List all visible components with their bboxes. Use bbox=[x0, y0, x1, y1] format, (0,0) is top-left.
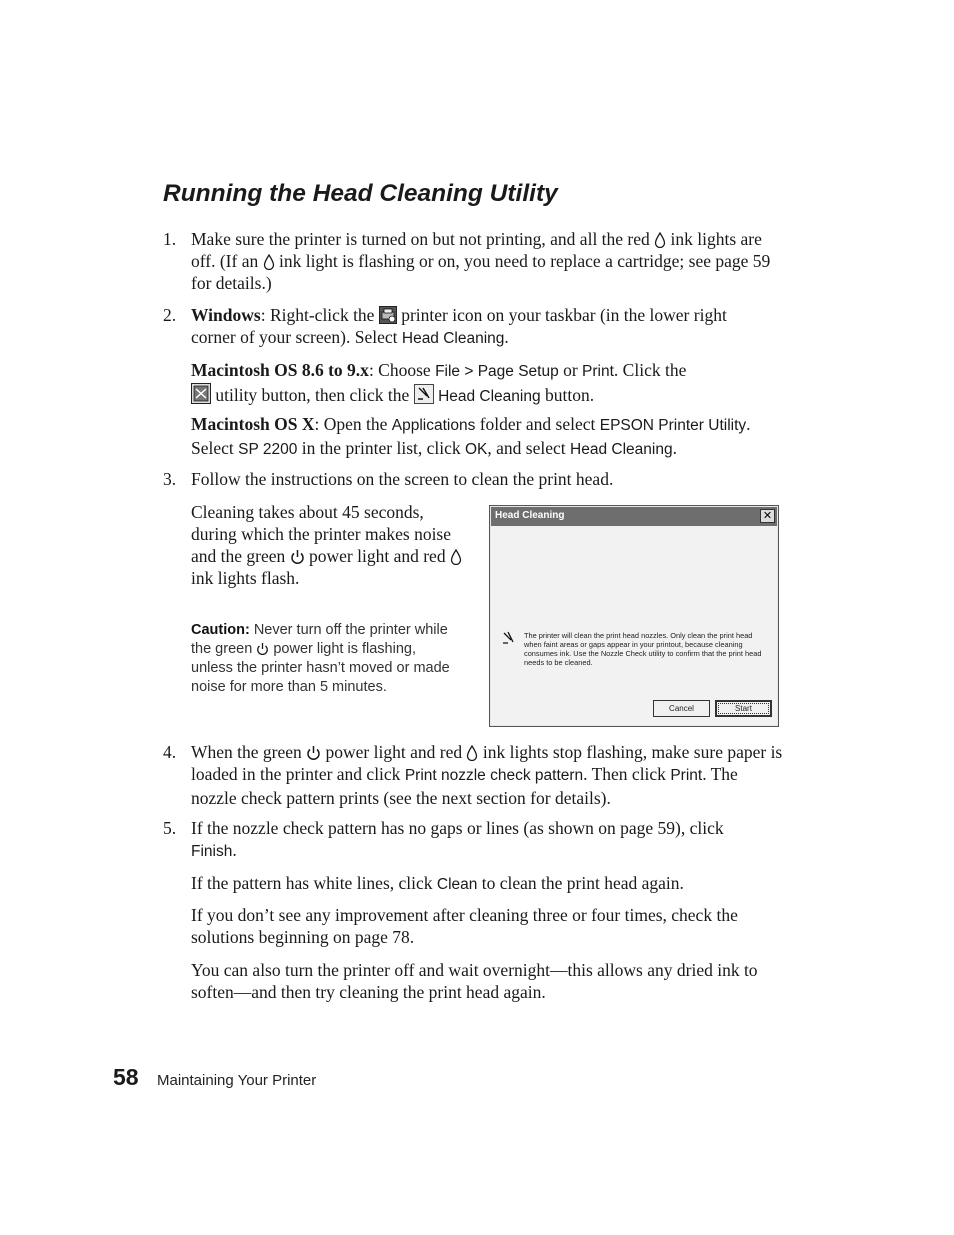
step-text: When the green bbox=[191, 742, 302, 762]
step-5-text bbox=[191, 817, 751, 863]
step-number: 2. bbox=[163, 305, 177, 325]
step-text: Cleaning takes about 45 seconds, during which the printer makes noise and the green bbox=[191, 502, 452, 566]
ink-drop-icon bbox=[263, 254, 275, 270]
step-text: ink lights are off. (If an bbox=[191, 229, 762, 271]
caution-text: power light is flashing, unless the printer hasn’t moved or made noise for more than 5 minutes. bbox=[191, 640, 450, 695]
ui-term: Head Cleaning bbox=[401, 330, 505, 347]
step-text: utility button, then click the bbox=[215, 385, 410, 405]
head-cleaning-dialog bbox=[489, 505, 779, 727]
step-text: . The nozzle check pattern prints (see the next section for details). bbox=[191, 764, 738, 808]
step-5-clean-note bbox=[191, 872, 791, 896]
step-text: in the printer list, click bbox=[301, 438, 461, 458]
step-5-improvement-note: If you don’t see any improvement after cleaning three or four times, check the solutions beginning on page 78. bbox=[191, 905, 738, 947]
head-cleaning-icon bbox=[501, 630, 517, 651]
printer-taskbar-icon bbox=[379, 306, 397, 324]
start-button[interactable]: Start bbox=[715, 700, 772, 717]
step-text: ink lights flash. bbox=[191, 568, 300, 588]
step-text: power light and red bbox=[325, 742, 463, 762]
caution-label: Caution: bbox=[191, 621, 250, 638]
step-text: Make sure the printer is turned on but not printing, and all the red bbox=[191, 229, 650, 249]
ink-drop-icon bbox=[450, 549, 462, 565]
section-title: Maintaining Your Printer bbox=[157, 1072, 317, 1089]
head-cleaning-icon bbox=[414, 384, 434, 404]
ui-term: Head Cleaning bbox=[570, 441, 673, 458]
step-text: folder and select bbox=[479, 414, 596, 434]
dialog-title: Head Cleaning bbox=[495, 510, 565, 521]
step-text: . Click the bbox=[613, 360, 687, 380]
step-text: If the nozzle check pattern has no gaps or lines (as shown on page 59), click bbox=[191, 818, 724, 838]
os-label: Macintosh OS X bbox=[191, 414, 315, 434]
step-text: : Right-click the bbox=[260, 305, 375, 325]
caution-note bbox=[191, 621, 461, 697]
close-icon[interactable]: ✕ bbox=[760, 509, 775, 523]
step-number: 5. bbox=[163, 818, 177, 838]
step-4-text bbox=[191, 741, 786, 809]
ui-term: Print bbox=[670, 767, 703, 784]
ui-term: SP 2200 bbox=[238, 441, 298, 458]
step-2-macx bbox=[191, 413, 781, 461]
step-number: 1. bbox=[163, 229, 177, 249]
step-3-cleaning-note bbox=[191, 501, 466, 589]
step-number: 3. bbox=[163, 469, 177, 489]
step-text: power light and red bbox=[309, 546, 446, 566]
power-icon bbox=[306, 745, 321, 761]
ui-term: Applications bbox=[391, 417, 476, 434]
ui-term: Print bbox=[582, 363, 614, 380]
step-2-mac9 bbox=[191, 359, 751, 408]
step-3-text: Follow the instructions on the screen to clean the print head. bbox=[191, 469, 614, 489]
step-text: : Choose bbox=[368, 360, 431, 380]
step-text: button. bbox=[544, 385, 595, 405]
dialog-message: The printer will clean the print head nozzles. Only clean the print head when faint areas or gaps appear in your printout, because cleaning consumes ink. Use the Nozzle Check utility to confirm that the print head needs to be cleaned. bbox=[524, 631, 762, 667]
step-text: . bbox=[232, 840, 237, 860]
caution-text: Never turn off the printer while the green bbox=[191, 621, 448, 657]
step-text: : Open the bbox=[314, 414, 388, 434]
epson-utility-icon bbox=[191, 383, 211, 404]
ui-term: Head Cleaning bbox=[438, 388, 541, 405]
ui-term: File > Page Setup bbox=[435, 363, 559, 380]
dialog-titlebar bbox=[491, 507, 777, 526]
ink-drop-icon bbox=[654, 232, 666, 248]
step-text: . bbox=[504, 327, 509, 347]
step-text: If the pattern has white lines, click bbox=[191, 873, 433, 893]
step-text: . Then click bbox=[583, 764, 666, 784]
step-number: 4. bbox=[163, 742, 177, 762]
page-title: Running the Head Cleaning Utility bbox=[163, 180, 558, 207]
ui-term: OK bbox=[465, 441, 488, 458]
step-2-windows bbox=[191, 304, 766, 350]
dialog-body bbox=[491, 526, 777, 725]
ink-drop-icon bbox=[466, 745, 478, 761]
cancel-button[interactable]: Cancel bbox=[653, 700, 710, 717]
step-text: . Select bbox=[191, 414, 751, 458]
power-icon bbox=[290, 549, 305, 565]
step-text: ink lights stop flashing, make sure paper is loaded in the printer and click bbox=[191, 742, 783, 784]
ui-term: EPSON Printer Utility bbox=[599, 417, 747, 434]
step-text: . bbox=[672, 438, 677, 458]
step-text: printer icon on your taskbar (in the lower right corner of your screen). Select bbox=[191, 305, 727, 347]
step-text: ink light is flashing or on, you need to replace a cartridge; see page 59 for details.) bbox=[191, 251, 771, 293]
step-text: or bbox=[563, 360, 578, 380]
step-text: to clean the print head again. bbox=[481, 873, 684, 893]
os-label: Windows bbox=[191, 305, 261, 325]
page-number: 58 bbox=[113, 1064, 139, 1090]
step-text: , and select bbox=[487, 438, 566, 458]
power-icon bbox=[256, 642, 269, 656]
os-label: Macintosh OS 8.6 to 9.x bbox=[191, 360, 369, 380]
ui-term: Finish bbox=[191, 843, 233, 860]
step-5-overnight-note: You can also turn the printer off and wait overnight—this allows any dried ink to soften—and then try cleaning the print head again. bbox=[191, 960, 758, 1002]
ui-term: Print nozzle check pattern bbox=[404, 767, 584, 784]
ui-term: Clean bbox=[436, 876, 478, 893]
step-1-text bbox=[191, 228, 781, 294]
